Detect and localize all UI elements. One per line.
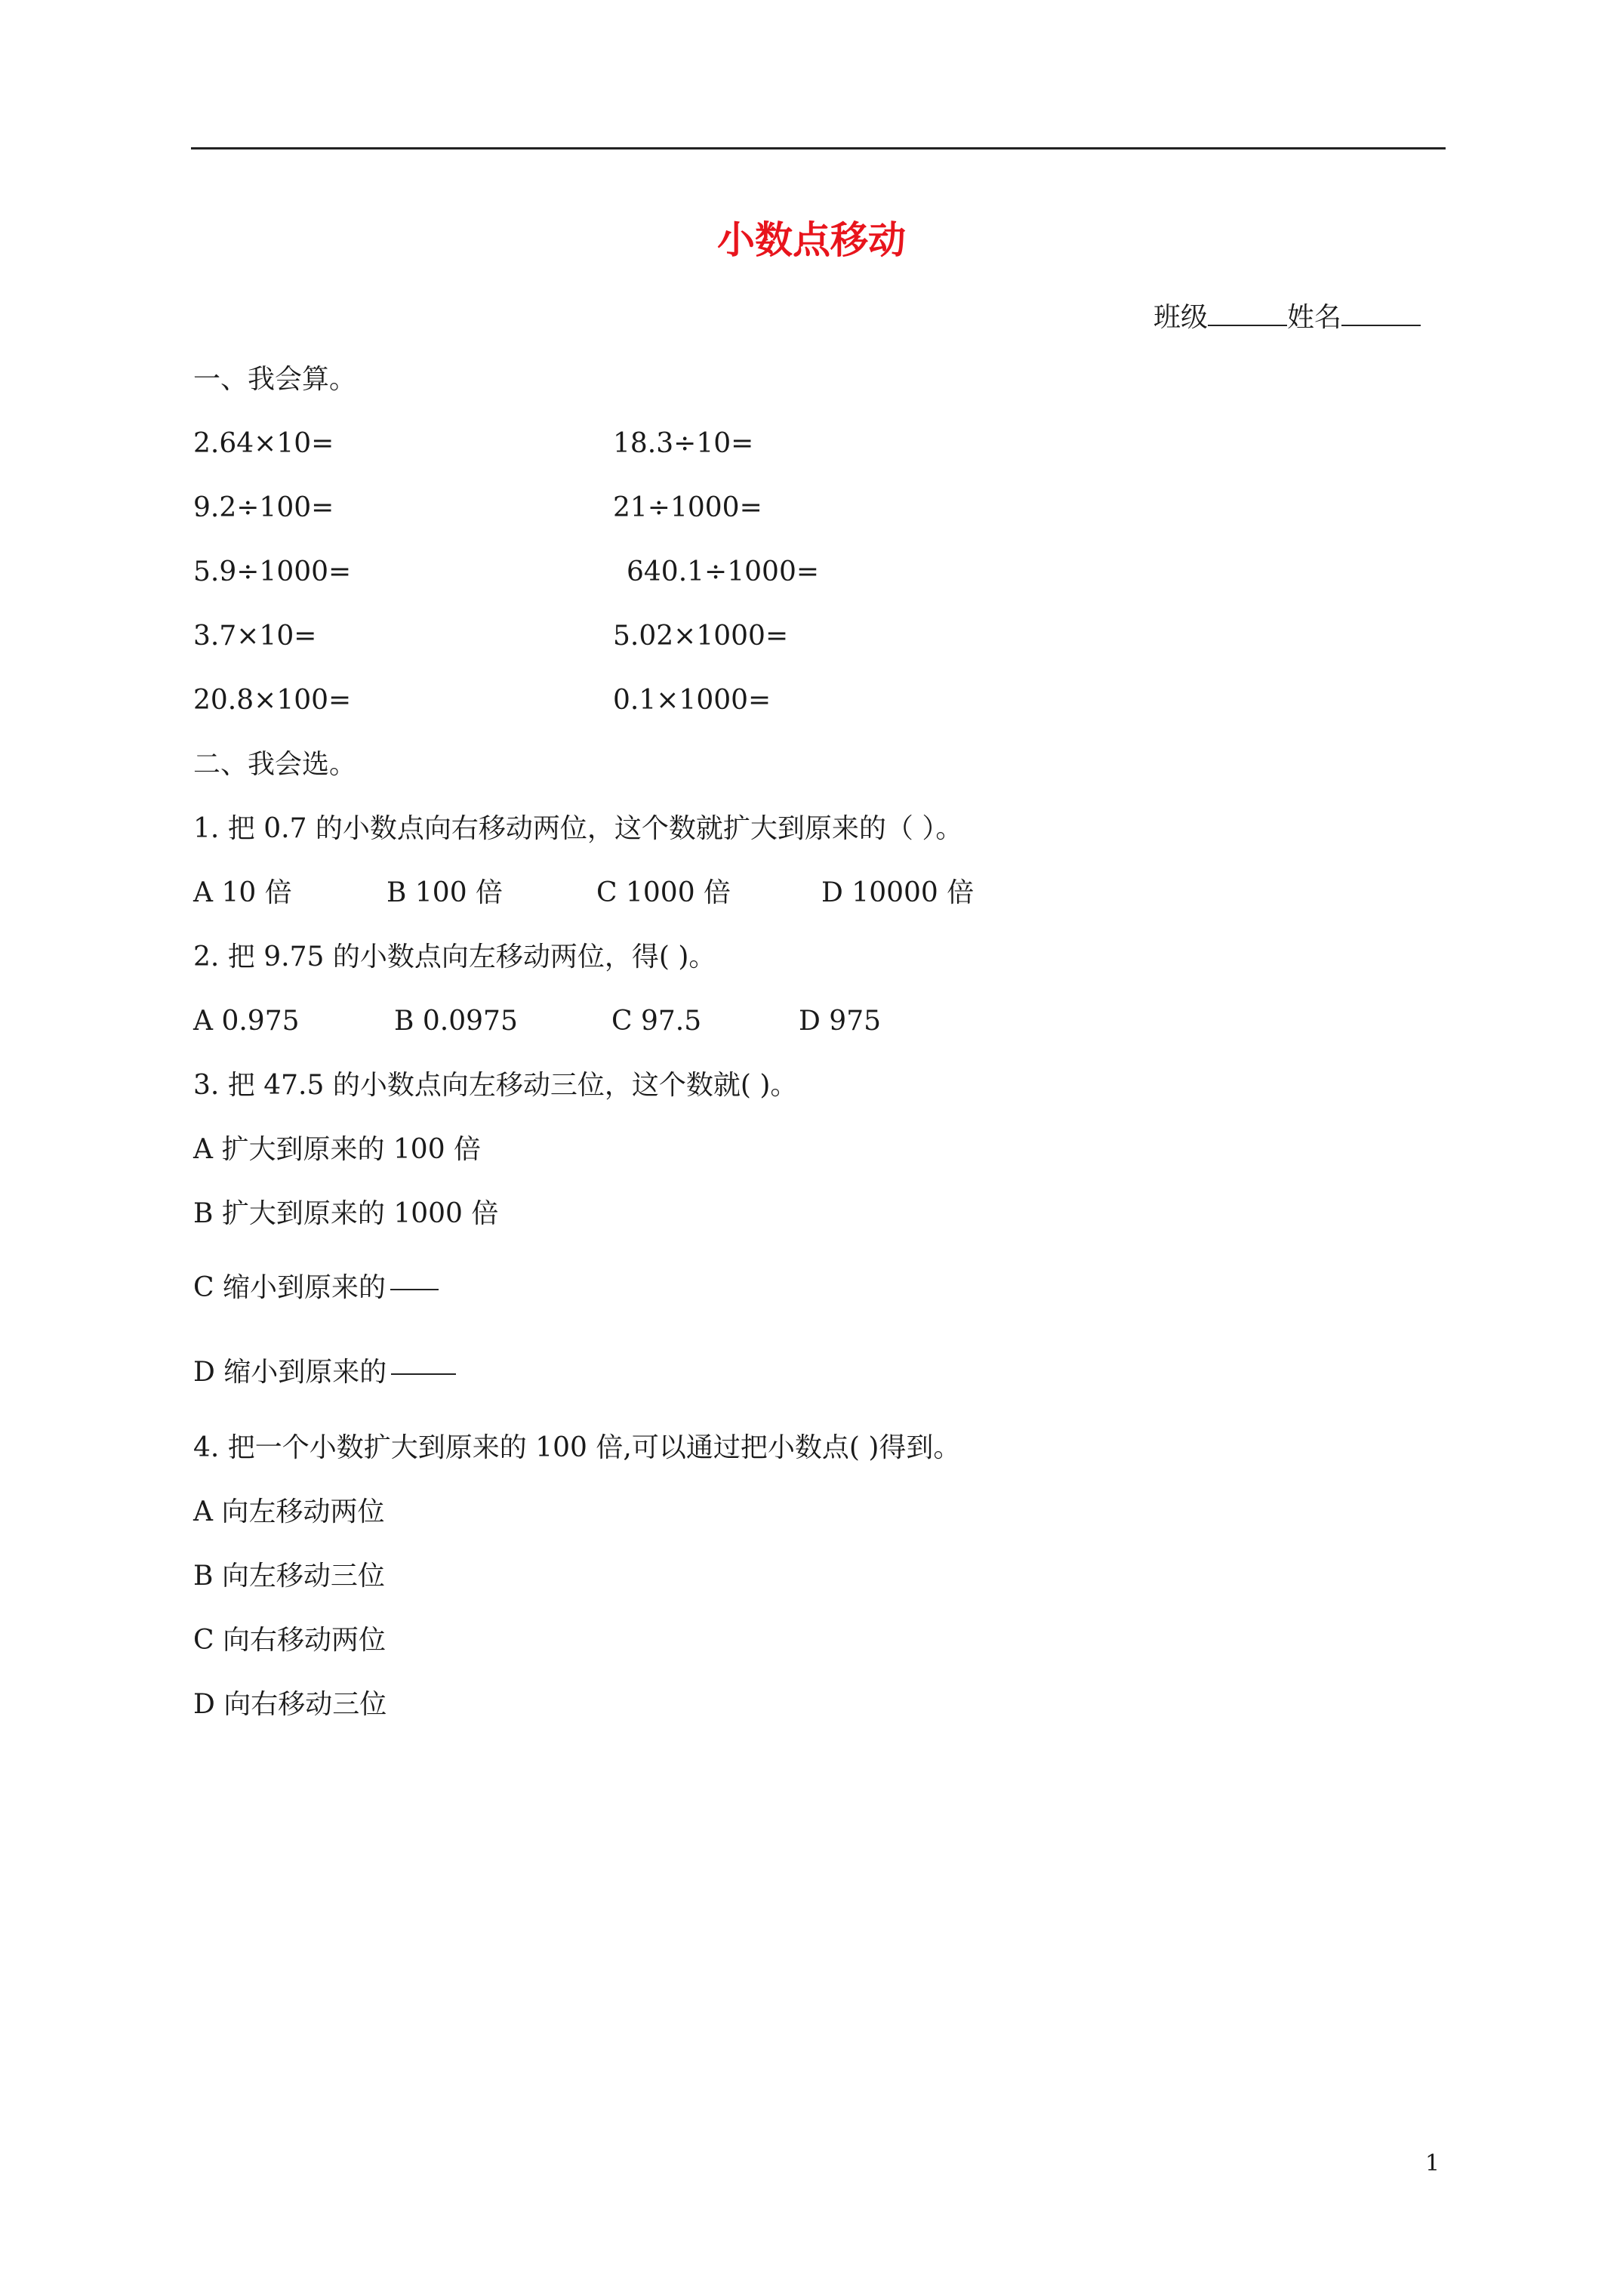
q4-option-b[interactable]: B 向左移动三位 xyxy=(193,1561,385,1592)
q1-option-b[interactable]: B 100 倍 xyxy=(387,877,504,908)
question-3: 3. 把 47.5 的小数点向左移动三位，这个数就( )。 xyxy=(193,1070,798,1101)
calc-left-5: 20.8×100= xyxy=(193,685,352,716)
class-blank[interactable] xyxy=(1208,302,1287,326)
question-1: 1. 把 0.7 的小数点向右移动两位，这个数就扩大到原来的（ ）。 xyxy=(193,813,963,844)
calc-left-2: 9.2÷100= xyxy=(193,492,334,523)
name-blank[interactable] xyxy=(1341,302,1421,326)
q3-option-d-row[interactable] xyxy=(193,1359,456,1386)
q2-option-d[interactable]: D 975 xyxy=(799,1006,882,1037)
q3-option-a[interactable]: A 扩大到原来的 100 倍 xyxy=(193,1134,482,1165)
class-label: 班级 xyxy=(1153,302,1209,333)
q1-option-d[interactable]: D 10000 倍 xyxy=(821,877,975,908)
q4-option-a[interactable]: A 向左移动两位 xyxy=(193,1496,385,1527)
section2-heading: 二、我会选。 xyxy=(193,749,357,780)
name-label: 姓名 xyxy=(1287,302,1342,333)
q3-option-d: D 缩小到原来的 xyxy=(193,1357,387,1388)
q4-option-d[interactable]: D 向右移动三位 xyxy=(193,1689,387,1720)
question-4: 4. 把一个小数扩大到原来的 100 倍,可以通过把小数点( )得到。 xyxy=(193,1432,961,1463)
calc-right-1: 18.3÷10= xyxy=(613,428,754,459)
class-name-fields xyxy=(1153,302,1421,331)
calc-right-2: 21÷1000= xyxy=(613,492,762,523)
q2-option-c[interactable]: C 97.5 xyxy=(611,1006,702,1037)
calc-right-5: 0.1×1000= xyxy=(613,685,771,716)
q2-option-b[interactable]: B 0.0975 xyxy=(394,1006,518,1037)
page-number: 1 xyxy=(1425,2150,1440,2177)
calc-right-4: 5.02×1000= xyxy=(613,621,789,652)
header-rule xyxy=(191,147,1446,149)
page-title: 小数点移动 xyxy=(717,218,906,262)
calc-left-4: 3.7×10= xyxy=(193,621,317,652)
q1-option-c[interactable]: C 1000 倍 xyxy=(596,877,731,908)
section1-heading: 一、我会算。 xyxy=(193,364,357,395)
q3-option-c: C 缩小到原来的 xyxy=(193,1272,386,1303)
fraction-bar xyxy=(391,1373,456,1375)
q2-option-a[interactable]: A 0.975 xyxy=(193,1006,300,1037)
question-2: 2. 把 9.75 的小数点向左移动两位，得( )。 xyxy=(193,942,716,972)
q4-option-c[interactable]: C 向右移动两位 xyxy=(193,1625,386,1656)
calc-right-3: 640.1÷1000= xyxy=(627,556,820,587)
calc-left-3: 5.9÷1000= xyxy=(193,556,352,587)
q1-option-a[interactable]: A 10 倍 xyxy=(193,877,292,908)
q3-option-c-row[interactable] xyxy=(193,1274,439,1302)
q3-option-b[interactable]: B 扩大到原来的 1000 倍 xyxy=(193,1198,499,1229)
fraction-bar xyxy=(390,1289,439,1290)
calc-left-1: 2.64×10= xyxy=(193,428,334,459)
